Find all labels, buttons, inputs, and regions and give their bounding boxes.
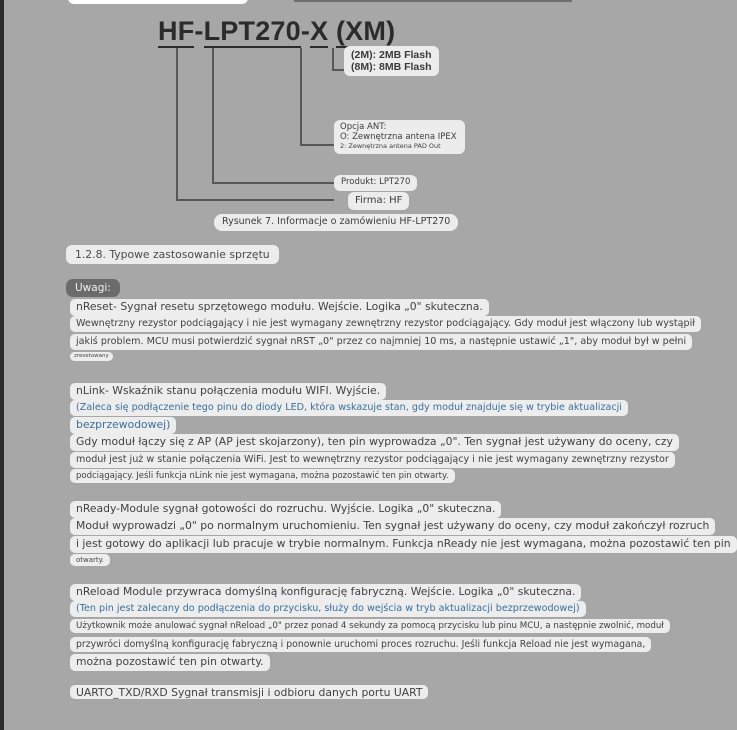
left-edge	[0, 0, 4, 730]
nlink-line-1: nLink- Wskaźnik stanu połączenia modułu WIFI. Wyjście.	[70, 383, 386, 400]
nreload-line-2: (Ten pin jest zalecany do podłączenia do przycisku, służy do wejścia w tryb aktualizacji bezprzewodowej)	[70, 601, 586, 617]
nreset-line-2: Wewnętrzny rezystor podciągający i nie jest wymagany zewnętrzny rezystor podciągający. Gdy moduł jest włączony lub wystąpił	[70, 316, 701, 332]
nreset-line-1: nReset- Sygnał resetu sprzętowego modułu. Wejście. Logika „0" skuteczna.	[70, 299, 489, 316]
nlink-line-5: moduł jest już w stanie połączenia WiFi. Jest to wewnętrzny rezystor podciągający i nie jest wymagany zewnętrzny rezystor	[70, 452, 675, 468]
connector-product-horizontal	[212, 182, 334, 184]
company-label: Firma: HF	[348, 192, 409, 210]
model-dash-1: -	[194, 16, 204, 46]
connector-ant-vertical	[300, 48, 302, 145]
nreload-line-3: Użytkownik może anulować sygnał nReload „0" przez ponad 4 sekundy za pomocą przycisku lub pinu MCU, a następnie zwolnić, moduł	[70, 619, 670, 633]
nreset-line-4: zresetowany	[70, 352, 113, 361]
nready-line-2: Moduł wyprowadzi „0" po normalnym uruchomieniu. Ten sygnał jest używany do oceny, czy moduł zakończył rozruch	[70, 518, 715, 535]
connector-ant-horizontal	[300, 144, 334, 146]
nlink-line-4: Gdy moduł łączy się z AP (AP jest skojarzony), ten pin wyprowadza „0". Ten sygnał jest używany do oceny, czy	[70, 434, 679, 451]
ant-option-ipex: O: Zewnętrzna antena IPEX	[340, 131, 457, 142]
model-ant: X	[310, 16, 329, 46]
uart-line: UARTO_TXD/RXD Sygnał transmisji i odbioru danych portu UART	[70, 685, 428, 699]
model-prefix: HF	[158, 16, 195, 46]
nready-line-4: otwarty.	[70, 554, 110, 566]
connector-hf-vertical	[176, 48, 178, 201]
section-heading: 1.2.8. Typowe zastosowanie sprzętu	[66, 245, 279, 264]
nreset-line-3: jakiś problem. MCU musi potwierdzić sygnał nRST „0" przez co najmniej 10 ms, a następnie ustawić „1", aby moduł był w pełni	[70, 334, 692, 350]
model-code	[158, 16, 395, 47]
top-partial-rule	[294, 0, 572, 2]
product-label: Produkt: LPT270	[334, 175, 417, 191]
model-space	[328, 16, 336, 46]
nready-line-3: i jest gotowy do aplikacji lub pracuje w trybie normalnym. Funkcja nReady nie jest wymagana, można pozostawić ten pin	[70, 536, 737, 553]
model-dash-2: -	[300, 16, 311, 46]
connector-mem-vertical	[332, 48, 334, 71]
notes-label: Uwagi:	[66, 279, 120, 297]
figure-caption: Rysunek 7. Informacje o zamówieniu HF-LPT270	[214, 214, 458, 231]
top-partial-label	[68, 0, 248, 4]
connector-product-vertical	[212, 48, 214, 184]
ant-option-pad: 2: Zewnętrzna antena PAD Out	[340, 141, 441, 150]
connector-hf-horizontal	[176, 199, 334, 201]
nlink-line-2: (Zaleca się podłączenie tego pinu do diody LED, która wskazuje stan, gdy moduł znajduje się w trybie aktualizacji	[70, 400, 628, 416]
memory-option-2m: (2M): 2MB Flash	[351, 49, 432, 61]
memory-option-box	[344, 46, 439, 76]
ant-option-box	[334, 120, 465, 154]
nlink-line-3: bezprzewodowej)	[70, 417, 176, 434]
nready-line-1: nReady-Module sygnał gotowości do rozruchu. Wyjście. Logika „0" skuteczna.	[70, 501, 501, 518]
memory-option-8m: (8M): 8MB Flash	[351, 61, 432, 74]
nlink-line-6: podciągający. Jeśli funkcja nLink nie jest wymagana, można pozostawić ten pin otwarty.	[70, 469, 455, 483]
nreload-line-5: można pozostawić ten pin otwarty.	[70, 654, 270, 671]
ant-option-title: Opcja ANT:	[340, 122, 387, 132]
nreload-line-1: nReload Module przywraca domyślną konfigurację fabryczną. Wejście. Logika „0" skuteczna.	[70, 584, 581, 601]
model-product: LPT270	[203, 16, 301, 46]
nreload-line-4: przywróci domyślną konfigurację fabryczną i ponownie uruchomi proces rozruchu. Jeśli funkcja Reload nie jest wymagana,	[70, 637, 651, 652]
model-mem: (XM)	[335, 16, 396, 46]
